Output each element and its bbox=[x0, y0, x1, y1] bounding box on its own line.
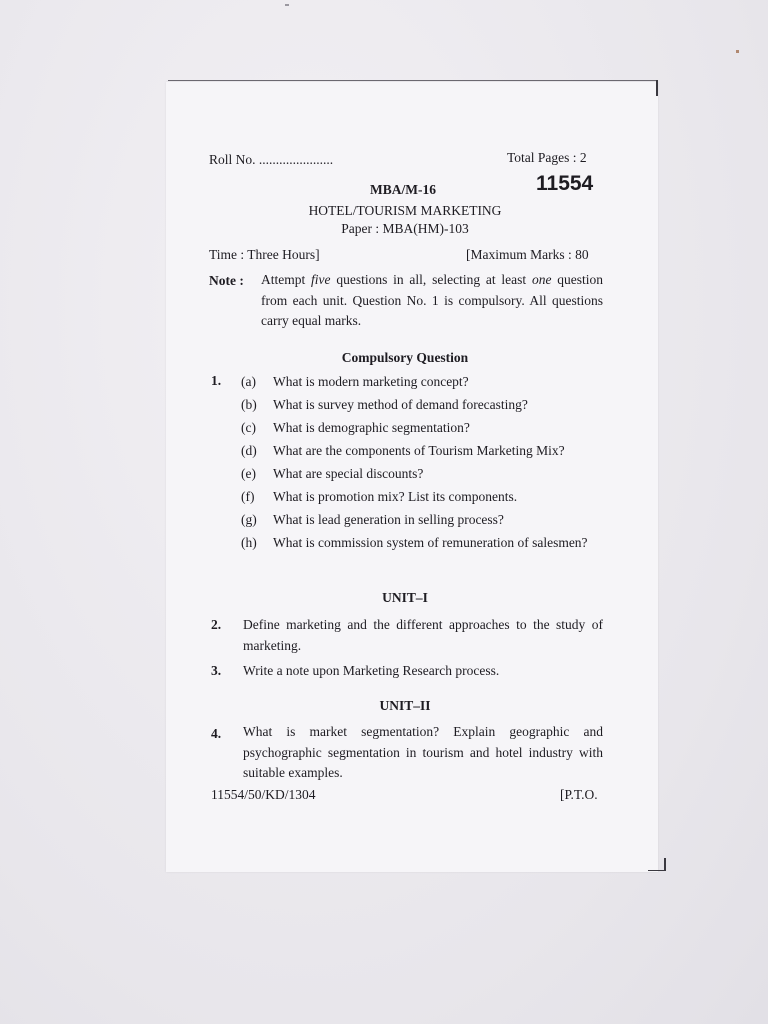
sub-question-label: (e) bbox=[241, 466, 256, 481]
sub-question-text: What is survey method of demand forecasting? bbox=[273, 397, 528, 412]
sub-question-label: (f) bbox=[241, 489, 255, 504]
sub-question bbox=[241, 487, 603, 507]
subject-title: HOTEL/TOURISM MARKETING bbox=[308, 203, 502, 218]
please-turn-over: [P.T.O. bbox=[560, 787, 598, 802]
sub-question-text: What is lead generation in selling process? bbox=[273, 512, 504, 527]
sub-question bbox=[241, 441, 603, 461]
sheet-top-edge bbox=[168, 80, 656, 81]
sub-question-label: (b) bbox=[241, 397, 257, 412]
sub-question bbox=[241, 372, 603, 392]
paper-code: Paper : MBA(HM)-103 bbox=[341, 221, 469, 236]
note-text: Attempt five questions in all, selecting at least one question from each unit. Question No. 1 is compulsory. All questions carry equal marks. bbox=[261, 272, 603, 328]
question-text: What is market segmentation? Explain geographic and psychographic segmentation in tourism and hotel industry with suitable examples. bbox=[243, 724, 603, 780]
total-pages: Total Pages : 2 bbox=[507, 150, 587, 165]
scan-speck bbox=[285, 4, 289, 6]
sub-question bbox=[241, 533, 603, 577]
paper-number: 11554 bbox=[536, 172, 594, 195]
question-text: Define marketing and the different approaches to the study of marketing. bbox=[243, 617, 603, 653]
unit-1-heading: UNIT–I bbox=[382, 590, 428, 605]
exam-code: MBA/M-16 bbox=[370, 182, 436, 197]
question-text: Write a note upon Marketing Research process. bbox=[243, 663, 500, 678]
sub-question-text: What is commission system of remuneration of salesmen? bbox=[273, 535, 588, 550]
corner-mark-bottom-right bbox=[648, 858, 666, 871]
sub-question-label: (g) bbox=[241, 512, 257, 527]
question-number: 3. bbox=[211, 663, 222, 678]
scan-speck bbox=[736, 50, 739, 53]
footer-code: 11554/50/KD/1304 bbox=[211, 787, 316, 802]
question-number: 2. bbox=[211, 617, 222, 632]
question-number: 1. bbox=[211, 373, 222, 388]
question-number: 4. bbox=[211, 726, 222, 741]
corner-mark-top-right bbox=[650, 80, 658, 96]
sub-question-text: What is promotion mix? List its components. bbox=[273, 489, 518, 504]
sub-question-text: What are special discounts? bbox=[273, 466, 424, 481]
sub-question-label: (h) bbox=[241, 535, 257, 550]
sub-question bbox=[241, 418, 603, 438]
exam-duration: Time : Three Hours] bbox=[209, 247, 320, 262]
sub-question bbox=[241, 395, 603, 415]
compulsory-heading: Compulsory Question bbox=[341, 350, 469, 365]
sub-question-text: What is modern marketing concept? bbox=[273, 374, 469, 389]
sub-question-label: (c) bbox=[241, 420, 256, 435]
sub-question-text: What are the components of Tourism Marketing Mix? bbox=[273, 443, 565, 458]
sub-question-label: (a) bbox=[241, 374, 256, 389]
maximum-marks: [Maximum Marks : 80 bbox=[466, 247, 589, 262]
unit-2-heading: UNIT–II bbox=[379, 698, 431, 713]
sub-question bbox=[241, 510, 603, 530]
note-label: Note : bbox=[209, 273, 244, 288]
sub-question-label: (d) bbox=[241, 443, 257, 458]
sub-question-text: What is demographic segmentation? bbox=[273, 420, 470, 435]
roll-number-field: Roll No. ...................... bbox=[209, 152, 334, 167]
sub-question bbox=[241, 464, 603, 484]
